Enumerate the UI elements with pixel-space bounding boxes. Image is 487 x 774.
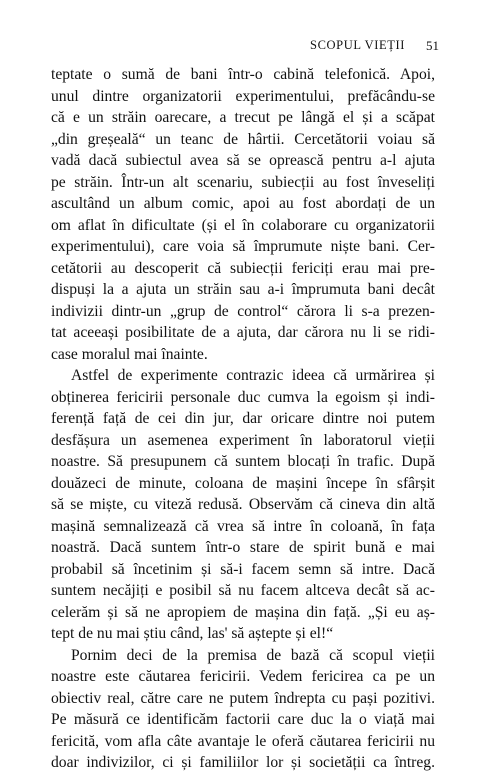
text-line: că e un străin oarecare, a trecut pe lângă el și a scăpat bbox=[51, 109, 435, 126]
text-line: obținerea fericirii personale duc cumva la egoism și indi- bbox=[51, 388, 435, 406]
text-line: „din greșeală“ un teanc de hârtii. Cercetătorii voiau să bbox=[51, 130, 435, 148]
text-line: mașină semnalizează că vrea să intre în coloană, în fața bbox=[51, 517, 435, 535]
text-line: Astfel de experimente contrazic ideea că urmărirea și bbox=[71, 367, 435, 384]
text-line: să se miște, cu viteză redusă. Observăm că cineva din altă bbox=[51, 496, 435, 513]
text-line: noastre este căutarea fericirii. Vedem fericirea ca pe un bbox=[51, 668, 435, 685]
text-line: suntem necăjiți e posibil să nu facem altceva decât să ac- bbox=[51, 582, 435, 599]
text-line: probabil să încetinim și să-i facem semn să intre. Dacă bbox=[51, 560, 435, 578]
text-line: pe străin. Într-un alt scenariu, subiecții au fost înveseliți bbox=[51, 173, 435, 191]
body-text bbox=[51, 64, 435, 774]
text-line: obiectiv real, către care ne putem îndrepta cu pași pozitivi. bbox=[51, 689, 435, 707]
page-header bbox=[0, 38, 487, 58]
text-line: case moralul mai înainte. bbox=[51, 345, 208, 363]
text-line: indivizii dintr-un „grup de control“ cărora li s-a prezen- bbox=[51, 302, 435, 320]
text-line: om aflat în dificultate (și el în colaborare cu organizatorii bbox=[51, 216, 435, 234]
text-line: doar indivizilor, ci și familiilor lor și societății ca întreg. bbox=[51, 754, 435, 771]
text-line: fericită, vom afla câte avantaje le oferă căutarea fericirii nu bbox=[51, 732, 435, 750]
text-line: douăzeci de minute, coloana de mașini începe în sfârșit bbox=[51, 474, 435, 492]
text-line: ferență față de cei din jur, dar oricare dintre noi putem bbox=[51, 410, 435, 427]
text-line: Pe măsură ce identificăm factorii care duc la o viață mai bbox=[51, 711, 435, 728]
text-line: ascultând un album comic, apoi au fost abordați de un bbox=[51, 195, 435, 212]
text-line: tat aceeași posibilitate de a ajuta, dar cărora nu li se ridi- bbox=[51, 324, 435, 341]
text-line: noastră. Dacă suntem într-o stare de spirit bună e mai bbox=[51, 539, 435, 556]
text-line: dispuși la a ajuta un străin sau a-i împrumuta bani decât bbox=[51, 281, 435, 298]
text-line: unul dintre organizatorii experimentului, prefăcându-se bbox=[51, 87, 435, 105]
text-line: vadă dacă subiectul avea să se oprească pentru a-l ajuta bbox=[51, 152, 435, 169]
text-line: experimentului), care voia să împrumute niște bani. Cer- bbox=[51, 238, 435, 255]
text-line: teptate o sumă de bani într-o cabină telefonică. Apoi, bbox=[51, 66, 435, 83]
page-number: 51 bbox=[426, 38, 439, 53]
text-line: Pornim deci de la premisa de bază că scopul vieții bbox=[71, 646, 435, 664]
text-line: noastre. Să presupunem că suntem blocați în trafic. După bbox=[51, 453, 435, 470]
running-head: SCOPUL VIEȚII bbox=[310, 38, 405, 52]
text-line: cetătorii au descoperit că subiecții fericiți erau mai pre- bbox=[51, 259, 435, 277]
text-line: celerăm și să ne apropiem de mașina din față. „Și eu aș- bbox=[51, 603, 435, 621]
text-line: desfășura un asemenea experiment în laboratorul vieții bbox=[51, 431, 435, 449]
text-line: tept de nu mai știu când, las' să aștepte și el!“ bbox=[51, 625, 334, 642]
